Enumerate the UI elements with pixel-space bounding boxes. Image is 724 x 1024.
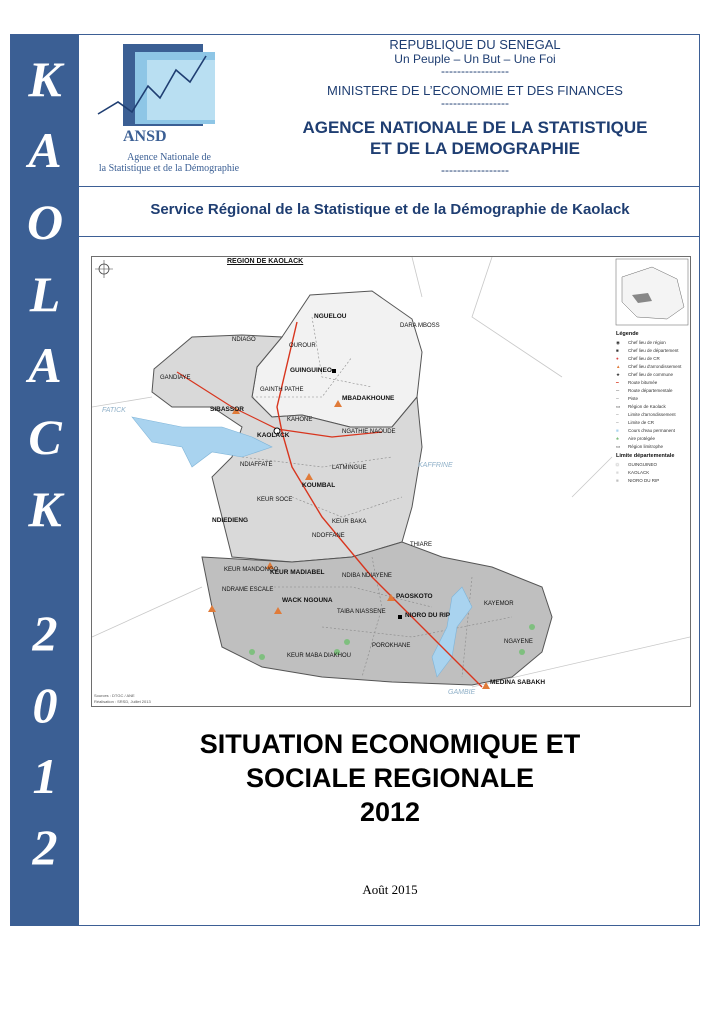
- sidebar-letter: 2: [32, 605, 58, 661]
- neighbor-fatick: FATICK: [102, 407, 126, 414]
- place-label: NDIAGO: [232, 337, 256, 343]
- place-label: KOUMBAL: [302, 482, 336, 489]
- place-label: SIBASSOR: [210, 406, 244, 413]
- place-label: MEDINA SABAKH: [490, 679, 546, 686]
- place-label: NDIAFFATE: [240, 462, 273, 468]
- place-label: OUROUR: [289, 343, 316, 349]
- service-title: Service Régional de la Statistique et de la Démographie de Kaolack: [150, 201, 630, 218]
- place-label: TAIBA NIASSENE: [337, 609, 386, 615]
- legend-item: ┈ Limite d'arrondissement: [616, 412, 676, 417]
- place-label: THIARE: [410, 542, 433, 548]
- inset-map: [616, 259, 688, 325]
- place-label: KEUR BAKA: [332, 519, 367, 525]
- sidebar-letter: 0: [32, 677, 58, 733]
- legend-item: ─ Route départementale: [616, 388, 673, 393]
- separator: -----------------: [441, 96, 509, 110]
- legend-item: ● Chef lieu de CR: [616, 356, 660, 361]
- sidebar-letter: O: [26, 194, 64, 250]
- place-label: KAYEMOR: [484, 601, 514, 607]
- place-label: GANDIAYE: [160, 375, 191, 381]
- place-label: LATMINGUE: [332, 465, 367, 471]
- place-label: PAOSKOTO: [396, 593, 433, 600]
- place-label: NGUELOU: [314, 313, 347, 320]
- national-motto: Un Peuple – Un But – Une Foi: [394, 52, 556, 66]
- legend-item: ■ GUINGUINEO: [616, 462, 658, 467]
- sidebar-band: [11, 35, 79, 926]
- legend-item: ■ Chef lieu de département: [616, 348, 679, 353]
- map-drawing: [92, 257, 690, 706]
- place-label: KAOLACK: [257, 432, 290, 439]
- place-label: MBADAKHOUNE: [342, 395, 395, 402]
- legend-item: ★ Chef lieu de commune: [616, 372, 674, 377]
- place-label: NGAYENE: [504, 639, 533, 645]
- sidebar-letter: L: [29, 266, 61, 322]
- map-credit: Réalisation : SRSD, Juillet 2013: [94, 699, 151, 704]
- legend-title: Légende: [616, 331, 639, 337]
- legend-item: ■ KAOLACK: [616, 470, 650, 475]
- place-label: NGATHIE NAOUDE: [342, 429, 396, 435]
- header-divider: [79, 186, 700, 187]
- sidebar-letter: C: [28, 409, 62, 465]
- legend-item: ◉ Chef lieu de région: [616, 340, 666, 345]
- place-label: DARA MBOSS: [400, 323, 440, 329]
- map-source: Sources : DTGC / ANE: [94, 693, 135, 698]
- document-title: SITUATION ECONOMIQUE ET SOCIALE REGIONALE 2012: [199, 729, 581, 827]
- legend-item: ▭ Région de Kaolack: [616, 404, 666, 409]
- place-label: KEUR SOCE: [257, 497, 293, 503]
- map-title: REGION DE KAOLACK: [227, 258, 304, 265]
- publication-date: Août 2015: [362, 882, 418, 897]
- sidebar-letter: K: [28, 481, 62, 537]
- place-label: NDIBA NDIAYENE: [342, 573, 392, 579]
- service-divider: [79, 236, 700, 237]
- logo-subtitle: Agence Nationale de la Statistique et de la Démographie: [98, 152, 240, 174]
- sidebar-letter: A: [28, 122, 62, 178]
- republic-title: REPUBLIQUE DU SENEGAL: [389, 37, 561, 52]
- legend-item: ┈ Limite de CR: [616, 420, 655, 425]
- sidebar-letter: 1: [32, 748, 58, 804]
- legend-item: ■ NIORO DU RIP: [616, 478, 660, 483]
- logo-acronym: ANSD: [123, 128, 167, 145]
- legend-item: ▭ Région limitrophe: [616, 444, 664, 449]
- legend-dept-title: Limite départementale: [616, 453, 675, 459]
- compass-icon: [95, 260, 113, 278]
- place-label: NDOFFANE: [312, 533, 345, 539]
- legend-item: ━ Route bitumée: [616, 380, 658, 385]
- separator: -----------------: [441, 163, 509, 177]
- place-label: NDIEDIENG: [212, 517, 249, 524]
- place-label: KEUR MANDONGO: [224, 567, 279, 573]
- place-label: NIORO DU RIP: [405, 612, 451, 619]
- sidebar-letter: A: [28, 337, 62, 393]
- legend-item: ┄ Piste: [616, 396, 639, 401]
- sidebar-letter: 2: [32, 819, 58, 875]
- legend-item: ♣ Aire protégée: [616, 436, 656, 441]
- place-label: GAINTH PATHE: [260, 387, 304, 393]
- neighbor-kaffrine: KAFFRINE: [418, 462, 453, 469]
- place-label: KAHONE: [287, 417, 313, 423]
- place-label: KEUR MABA DIAKHOU: [287, 653, 352, 659]
- place-label: KEUR MADIABEL: [270, 569, 325, 576]
- place-label: GUINGUINEO: [290, 367, 332, 374]
- legend-item: ▲ Chef lieu d'arrondissement: [616, 364, 682, 369]
- agency-title: AGENCE NATIONALE DE LA STATISTIQUE ET DE LA DEMOGRAPHIE: [302, 118, 648, 158]
- sidebar-letter: K: [28, 51, 62, 107]
- place-label: POROKHANE: [372, 643, 411, 649]
- region-map: [91, 256, 691, 707]
- place-label: WACK NGOUNA: [282, 597, 333, 604]
- separator: -----------------: [441, 64, 509, 78]
- place-label: NDRAME ESCALE: [222, 587, 274, 593]
- legend-item: ■ Cours d'eau permanent: [616, 428, 675, 433]
- ministry-title: MINISTERE DE L’ECONOMIE ET DES FINANCES: [327, 83, 623, 98]
- map-legend: [616, 331, 688, 515]
- neighbor-gambie: GAMBIE: [448, 689, 476, 696]
